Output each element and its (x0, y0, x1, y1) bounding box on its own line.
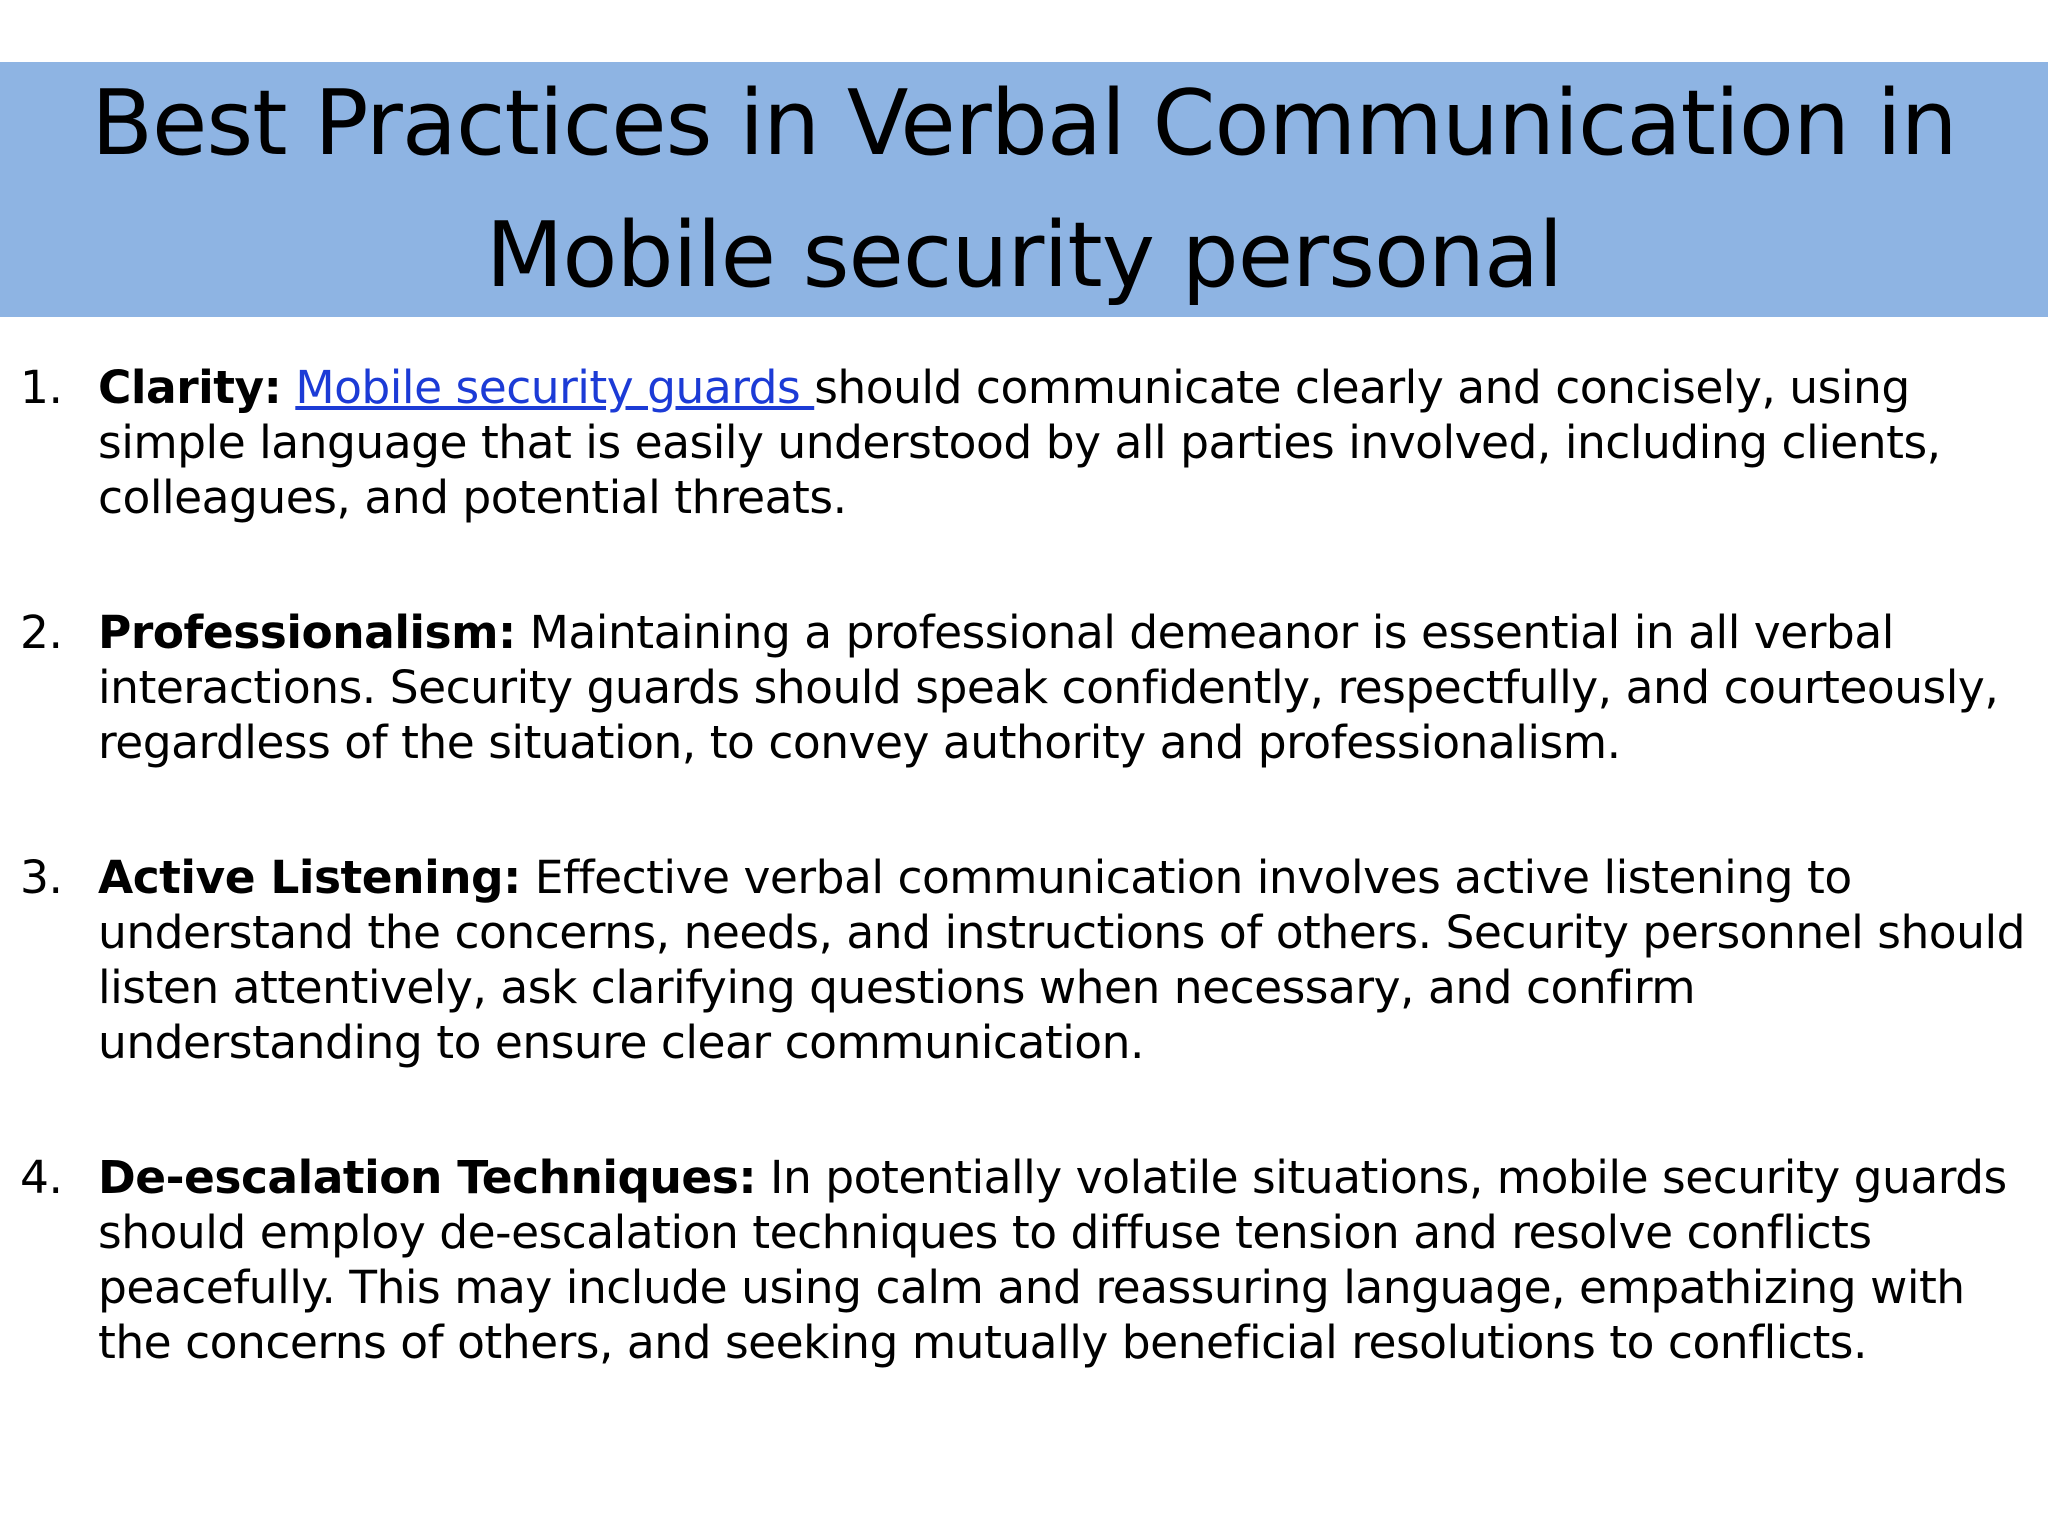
item-term: Active Listening: (98, 851, 521, 904)
slide-title (0, 62, 2048, 317)
best-practices-list (20, 360, 2030, 1450)
list-item-active-listening (20, 850, 2030, 1070)
item-term: De-escalation Techniques: (98, 1151, 757, 1204)
item-text: Maintaining a professional demeanor is essential in all verbal interactions. Security guards should speak confidently, respectfully, and courteously, regardless of the situation, to convey authority and professionalism. (98, 606, 1999, 769)
slide-title-line-1: Best Practices in Verbal Communication in (91, 70, 1957, 176)
item-number: 4. (20, 1151, 63, 1204)
item-number: 3. (20, 851, 63, 904)
slide-title-line-2: Mobile security personal (485, 202, 1563, 308)
item-term: Clarity: (98, 361, 282, 414)
list-item-de-escalation (20, 1150, 2030, 1370)
item-text: Effective verbal communication involves active listening to understand the concerns, needs, and instructions of others. Security personnel should listen attentively, ask clarifying questions when necessary, and confirm understanding to ensure clear communication. (98, 851, 2025, 1069)
item-text: should communicate clearly and concisely, using simple language that is easily understood by all parties involved, including clients, colleagues, and potential threats. (98, 361, 1941, 524)
mobile-security-guards-link[interactable]: Mobile security guards (295, 361, 815, 414)
list-item-clarity (20, 360, 2030, 525)
item-number: 1. (20, 361, 63, 414)
item-number: 2. (20, 606, 63, 659)
item-text: In potentially volatile situations, mobile security guards should employ de-escalation techniques to diffuse tension and resolve conflicts peacefully. This may include using calm and reassuring language, empathizing with the concerns of others, and seeking mutually beneficial resolutions to conflicts. (98, 1151, 2007, 1369)
item-term: Professionalism: (98, 606, 516, 659)
list-item-professionalism (20, 605, 2030, 770)
